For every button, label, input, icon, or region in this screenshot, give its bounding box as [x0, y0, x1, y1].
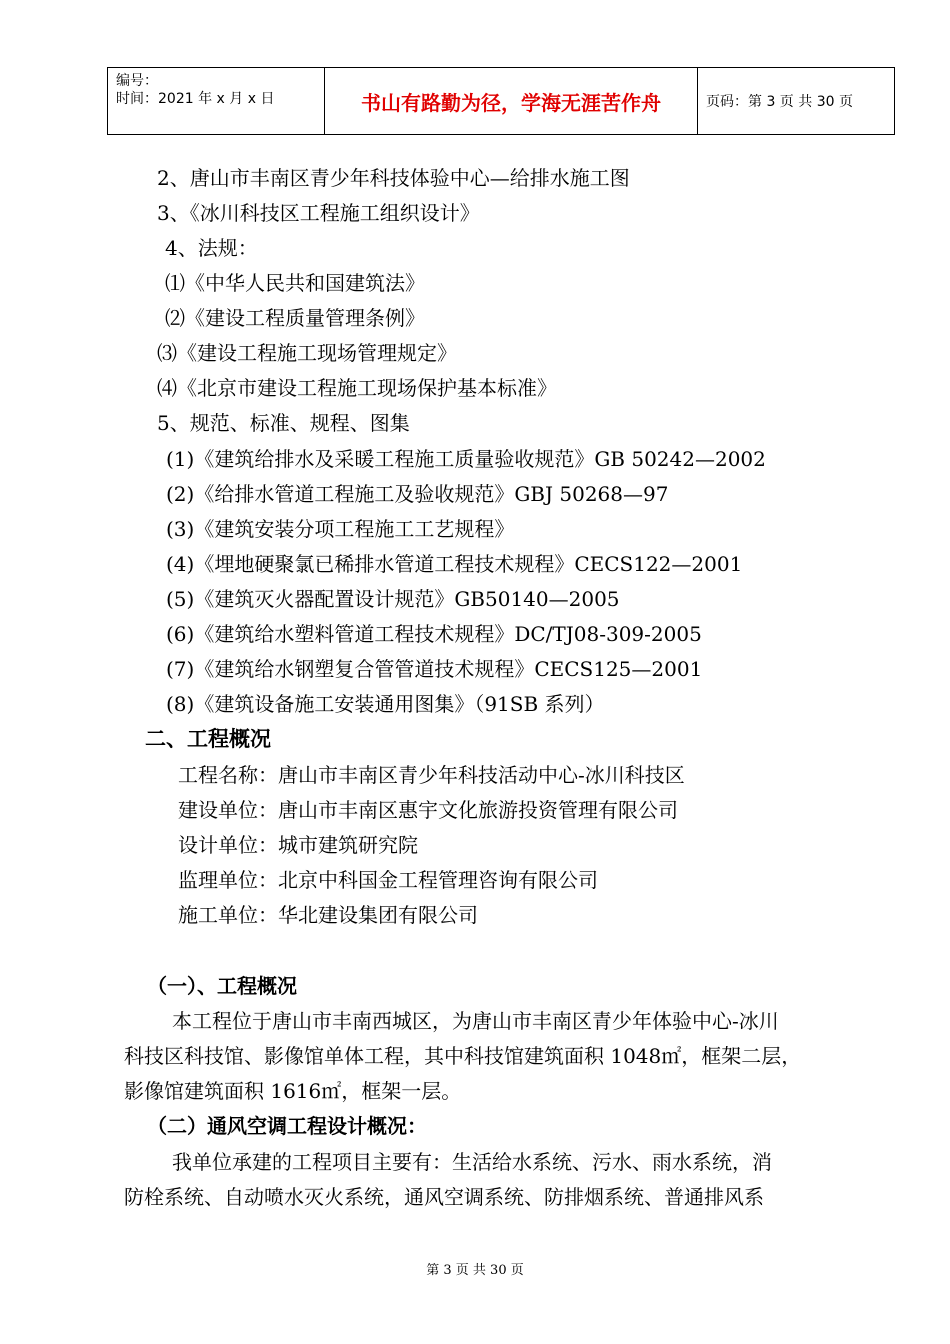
ref-line: (6)《建筑给水塑料管道工程技术规程》DC/TJ08-309-2005 [166, 622, 702, 646]
ref-line: ⑵《建设工程质量管理条例》 [165, 306, 425, 330]
ref-line: (3)《建筑安装分项工程施工工艺规程》 [166, 517, 515, 541]
header-left-cell [108, 68, 325, 135]
project-info-line: 设计单位：城市建筑研究院 [178, 833, 418, 857]
project-info-line: 建设单位：唐山市丰南区惠宇文化旅游投资管理有限公司 [178, 798, 678, 822]
ref-line: (2)《给排水管道工程施工及验收规范》GBJ 50268—97 [166, 482, 669, 506]
header-table [107, 67, 895, 135]
ref-line: 3、《冰川科技区工程施工组织设计》 [157, 201, 480, 225]
paragraph-line: 本工程位于唐山市丰南西城区，为唐山市丰南区青少年体验中心-冰川 [172, 1009, 779, 1033]
ref-line: (5)《建筑灭火器配置设计规范》GB50140—2005 [166, 587, 620, 611]
ref-line: (7)《建筑给水钢塑复合管管道技术规程》CECS125—2001 [166, 657, 703, 681]
ref-line: ⑷《北京市建设工程施工现场保护基本标准》 [157, 376, 557, 400]
ref-line: (4)《埋地硬聚氯已稀排水管道工程技术规程》CECS122—2001 [166, 552, 743, 576]
ref-line: (8)《建筑设备施工安装通用图集》（91SB 系列） [166, 692, 605, 716]
page-label: 页码：第 3 页 共 30 页 [698, 68, 895, 135]
paragraph-line: 影像馆建筑面积 1616㎡，框架一层。 [124, 1079, 462, 1103]
project-info-line: 监理单位：北京中科国金工程管理咨询有限公司 [178, 868, 598, 892]
page-footer: 第 3 页 共 30 页 [426, 1263, 524, 1278]
time-label: 时间：2021 年 x 月 x 日 [116, 91, 275, 107]
ref-line: 4、法规： [165, 236, 258, 260]
ref-line: 5、规范、标准、规程、图集 [157, 411, 410, 435]
paragraph-line: 我单位承建的工程项目主要有：生活给水系统、污水、雨水系统，消 [172, 1150, 772, 1174]
code-label: 编号： [116, 73, 158, 89]
section-heading: 二、工程概况 [145, 727, 271, 751]
subsection-heading: （二）通风空调工程设计概况： [147, 1114, 427, 1138]
subsection-heading: （一）、工程概况 [147, 974, 297, 998]
ref-line: ⑶《建设工程施工现场管理规定》 [157, 341, 457, 365]
project-info-line: 施工单位：华北建设集团有限公司 [178, 903, 478, 927]
ref-line: ⑴《中华人民共和国建筑法》 [165, 271, 425, 295]
paragraph-line: 防栓系统、自动喷水灭火系统，通风空调系统、防排烟系统、普通排风系 [124, 1185, 764, 1209]
header-motto-cell [325, 68, 698, 135]
project-info-line: 工程名称：唐山市丰南区青少年科技活动中心-冰川科技区 [178, 763, 685, 787]
ref-line: (1)《建筑给排水及采暖工程施工质量验收规范》GB 50242—2002 [166, 447, 766, 471]
paragraph-line: 科技区科技馆、影像馆单体工程，其中科技馆建筑面积 1048㎡，框架二层， [124, 1044, 802, 1068]
ref-line: 2、唐山市丰南区青少年科技体验中心—给排水施工图 [157, 166, 630, 190]
motto: 书山有路勤为径，学海无涯苦作舟 [361, 90, 661, 115]
